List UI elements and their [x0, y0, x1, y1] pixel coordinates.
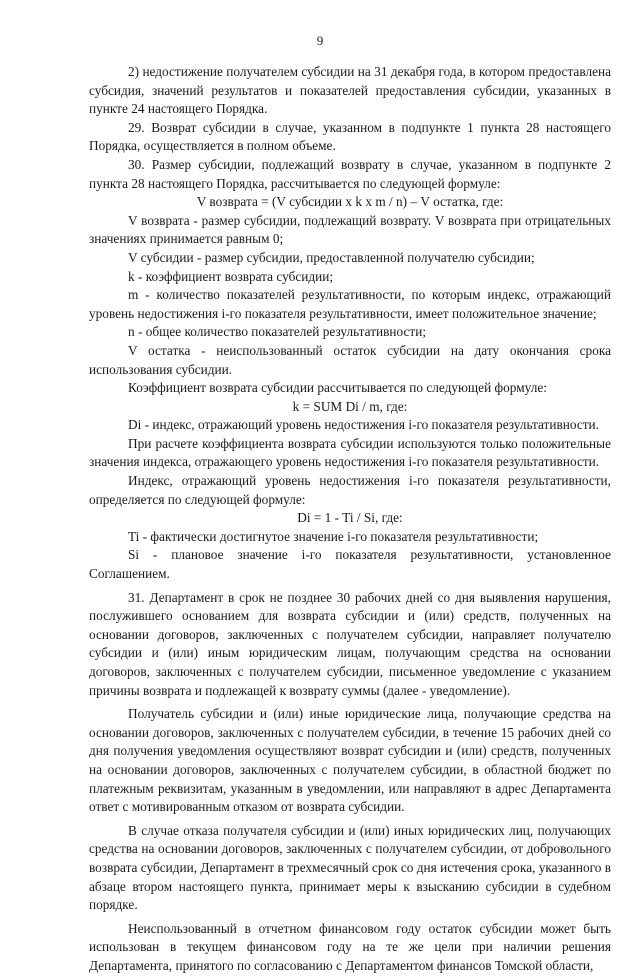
formula-di: Di = 1 - Ti / Si, где: [297, 510, 403, 526]
page-number: 9 [316, 33, 324, 48]
definition-di: Di - индекс, отражающий уровень недостижения i-го показателя результативности. [128, 417, 599, 433]
definition-v-subsidy: V субсидии - размер субсидии, предоставленной получателю субсидии; [128, 249, 535, 265]
definition-v-remainder: V остатка - неиспользованный остаток субсидии на дату окончания срока использования субсидии. [89, 342, 611, 377]
definition-n: n - общее количество показателей результативности; [128, 324, 427, 340]
document-body [89, 63, 611, 976]
definition-m: m - количество показателей результативности, по которым индекс, отражающий уровень недостижения i-го показателя результативности, имеет положительное значение; [89, 287, 611, 321]
formula-v-return: V возврата = (V субсидии x k x m / n) – V остатка, где: [196, 194, 504, 210]
positive-values-note: При расчете коэффициента возврата субсидии используются только положительные значения индекса, отражающего уровень недостижения i-го показателя результативности. [89, 435, 611, 470]
paragraph-31-refusal: В случае отказа получателя субсидии и (или) иных юридических лиц, получающих средства на основании договоров, заключенных с получателем субсидии, от добровольного возврата субсидии, Департамент в трехмесячный срок со дня истечения срока, указанного в абзаце втором настоящего пункта, принимает меры к взысканию субсидии в судебном порядке. [89, 822, 611, 913]
coefficient-intro: Коэффициент возврата субсидии рассчитывается по следующей формуле: [128, 380, 547, 396]
definition-k: k - коэффициент возврата субсидии; [128, 268, 334, 284]
paragraph-30: 30. Размер субсидии, подлежащий возврату в случае, указанном в подпункте 2 пункта 28 настоящего Порядка, рассчитывается по следующей формуле: [89, 156, 611, 191]
definition-ti: Ti - фактически достигнутое значение i-го показателя результативности; [128, 528, 539, 544]
definition-v-return: V возврата - размер субсидии, подлежащий возврату. V возврата при отрицательных значениях принимается равным 0; [89, 212, 611, 247]
definition-si: Si - плановое значение i-го показателя результативности, установленное Соглашением. [89, 547, 611, 582]
index-intro: Индекс, отражающий уровень недостижения i-го показателя результативности, определяется по следующей формуле: [89, 473, 611, 507]
paragraph-28-2: 2) недостижение получателем субсидии на 31 декабря года, в котором предоставлена субсидия, значений результатов и показателей предоставления субсидии, указанных в пункте 24 настоящего Порядка. [89, 64, 611, 117]
formula-k: k = SUM Di / m, где: [292, 398, 408, 414]
paragraph-31: 31. Департамент в срок не позднее 30 рабочих дней со дня выявления нарушения, послужившего основанием для возврата субсидии и (или) средств, полученных на основании договоров, заключенных с получателем субсидии, направляет получателю субсидии и (или) иным юридическим лицам, получающим средства на основании договоров, заключенных с получателем субсидии, письменное уведомление с указанием причины возврата и подлежащей к возврату суммы (далее - уведомление). [89, 589, 611, 698]
paragraph-unused-remainder: Неиспользованный в отчетном финансовом году остаток субсидии может быть использован в текущем финансовом году на те же цели при наличии решения Департамента, принятого по согласованию с Департаментом финансов Томской области, [89, 920, 611, 973]
paragraph-29: 29. Возврат субсидии в случае, указанном в подпункте 1 пункта 28 настоящего Порядка, осуществляется в полном объеме. [89, 119, 611, 154]
paragraph-31-recipient: Получатель субсидии и (или) иные юридические лица, получающие средства на основании договоров, заключенных с получателем субсидии, в течение 15 рабочих дней со дня получения уведомления осуществляют возврат субсидии и (или) средств, полученных на основании договоров, заключенных с получателем субсидии, в областной бюджет по платежным реквизитам, указанным в уведомлении, или направляют в адрес Департамента ответ с мотивированным отказом от возврата субсидии. [89, 706, 611, 815]
